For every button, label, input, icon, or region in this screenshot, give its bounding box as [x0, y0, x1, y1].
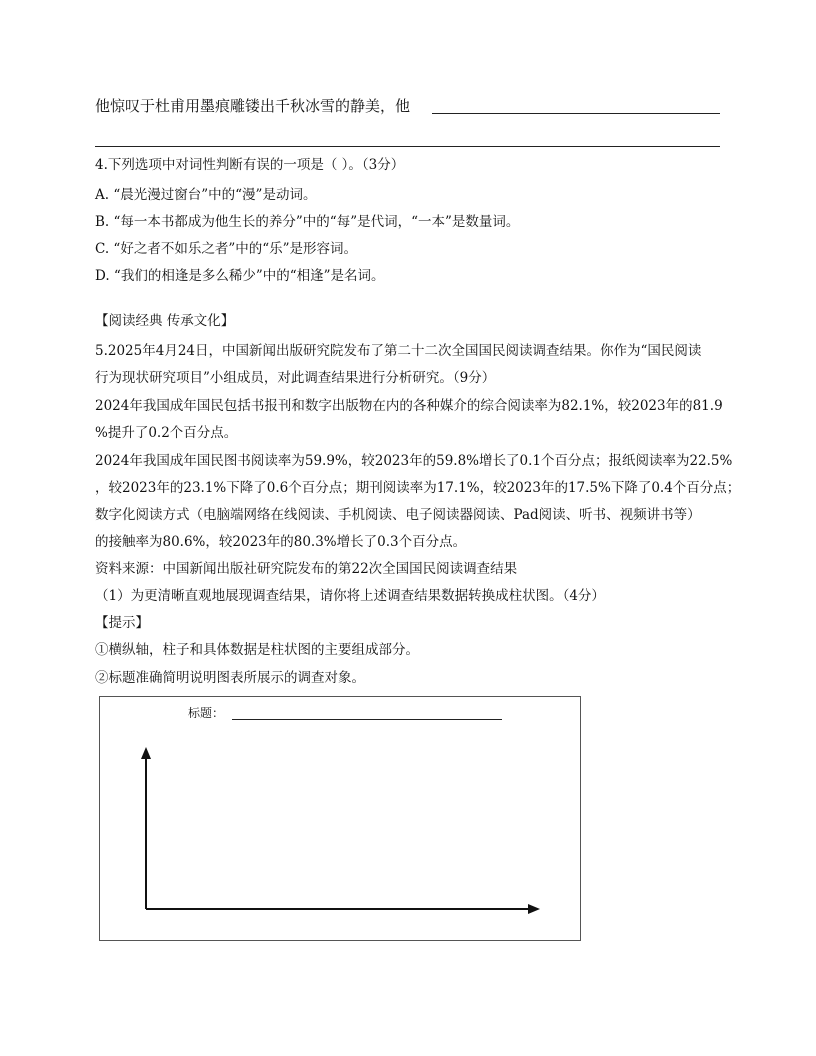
question-5-line: 2024年我国成年国民包括书报刊和数字出版物在内的各种媒介的综合阅读率为82.1%，较2023年的81.9 — [95, 398, 723, 414]
hint-heading: 【提示】 — [95, 615, 149, 631]
question-5-line: 5.2025年4月24日，中国新闻出版研究院发布了第二十二次全国国民阅读调查结果。你作为“国民阅读 — [95, 343, 702, 359]
question-5-part-1: （1）为更清晰直观地展现调查结果，请你将上述调查结果数据转换成柱状图。（4分） — [95, 588, 605, 604]
answer-blank-inline[interactable] — [432, 113, 720, 114]
question-4-option-c: C. “好之者不如乐之者”中的“乐”是形容词。 — [95, 241, 358, 257]
question-5-line: 数字化阅读方式（电脑端网络在线阅读、手机阅读、电子阅读器阅读、Pad阅读、听书、视频讲书等） — [95, 507, 701, 523]
chart-title-label: 标题： — [188, 706, 225, 720]
source-line: 资料来源：中国新闻出版社研究院发布的第22次全国国民阅读调查结果 — [95, 561, 518, 577]
question-5-line: %提升了0.2个百分点。 — [95, 425, 238, 441]
question-4-option-d: D. “我们的相逢是多么稀少”中的“相逢”是名词。 — [95, 268, 385, 284]
x-axis-arrow — [528, 904, 540, 914]
answer-blank-full[interactable] — [95, 146, 720, 147]
question-5-line: 行为现状研究项目”小组成员，对此调查结果进行分析研究。（9分） — [95, 370, 496, 386]
question-5-line: 的接触率为80.6%，较2023年的80.3%增长了0.3个百分点。 — [95, 534, 467, 550]
question-5-line: 2024年我国成年国民图书阅读率为59.9%，较2023年的59.8%增长了0.1个百分点；报纸阅读率为22.5% — [95, 453, 733, 469]
question-4-option-a: A. “晨光漫过窗台”中的“漫”是动词。 — [95, 187, 317, 203]
question-5-line: ，较2023年的23.1%下降了0.6个百分点；期刊阅读率为17.1%，较2023年的17.5%下降了0.4个百分点； — [95, 480, 741, 496]
section-heading: 【阅读经典 传承文化】 — [95, 313, 235, 329]
question-4-option-b: B. “每一本书都成为他生长的养分”中的“每”是代词，“一本”是数量词。 — [95, 214, 520, 230]
intro-line: 他惊叹于杜甫用墨痕雕镂出千秋冰雪的静美，他 — [95, 97, 411, 115]
chart-answer-box[interactable] — [99, 696, 581, 941]
hint-item: ①横纵轴，柱子和具体数据是柱状图的主要组成部分。 — [95, 642, 419, 658]
y-axis-arrow — [141, 747, 151, 759]
hint-item: ②标题准确简明说明图表所展示的调查对象。 — [95, 670, 365, 686]
question-4-stem: 4.下列选项中对词性判断有误的一项是（ ）。（3分） — [95, 157, 405, 173]
chart-axes — [100, 697, 580, 940]
